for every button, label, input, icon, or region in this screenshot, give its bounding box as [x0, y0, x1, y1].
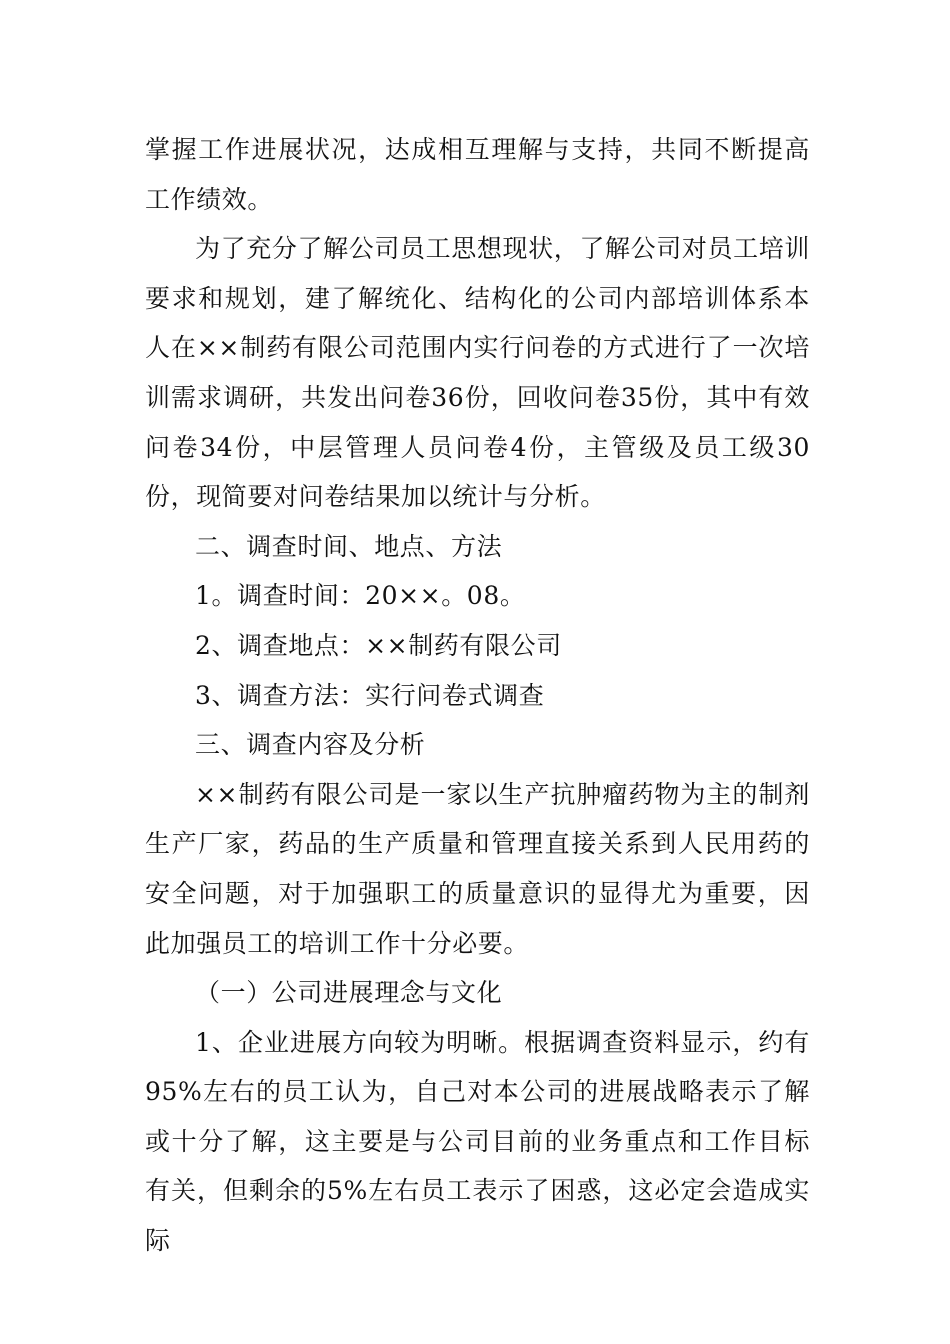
list-item-survey-time: 1。调查时间：20××。08。	[195, 581, 526, 611]
paragraph-company-intro: ××制药有限公司是一家以生产抗肿瘤药物为主的制剂生产厂家，药品的生产质量和管理直接关系到人民用药的安全问题，对于加强职工的质量意识的显得尤为重要，因此加强员工的培训工作十分必要。	[145, 779, 810, 958]
paragraph-survey-intro: 为了充分了解公司员工思想现状，了解公司对员工培训要求和规划，建了解统化、结构化的公司内部培训体系本人在××制药有限公司范围内实行问卷的方式进行了一次培训需求调研，共发出问卷36份，回收问卷35份，其中有效问卷34份，中层管理人员问卷4份，主管级及员工级30份，现简要对问卷结果加以统计与分析。	[145, 234, 810, 512]
document-body	[145, 125, 810, 1266]
subsection-heading-philosophy-culture: （一）公司进展理念与文化	[195, 978, 503, 1008]
paragraph-development-direction: 1、企业进展方向较为明晰。根据调查资料显示，约有95%左右的员工认为，自己对本公司的进展战略表示了解或十分了解，这主要是与公司目前的业务重点和工作目标有关，但剩余的5%左右员工表示了困惑，这必定会造成实际	[145, 1027, 810, 1256]
section-heading-time-place-method: 二、调查时间、地点、方法	[195, 531, 503, 561]
section-heading-content-analysis: 三、调查内容及分析	[195, 730, 426, 760]
paragraph-continuation: 掌握工作进展状况，达成相互理解与支持，共同不断提高工作绩效。	[145, 135, 810, 214]
list-item-survey-place: 2、调查地点：××制药有限公司	[195, 630, 562, 660]
list-item-survey-method: 3、调查方法：实行问卷式调查	[195, 680, 545, 710]
